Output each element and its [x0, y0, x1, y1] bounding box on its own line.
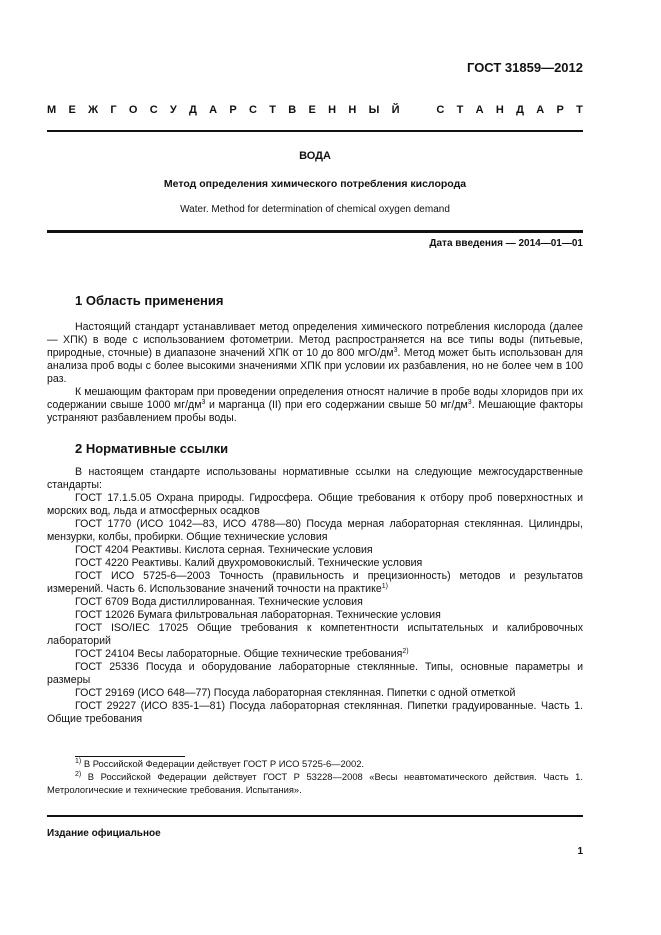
text-run: Настоящий стандарт устанавливает метод определения химического потребления кислорода (далее — ХПК) в воде с использованием фотометрии. Метод распространяется на все типы воды (питьевые, природные, сточные) в диапазоне значений ХПК от 10 до 800 мгО/дм	[47, 321, 583, 359]
footer-divider	[47, 815, 583, 817]
section-1-heading: 1 Область применения	[75, 293, 224, 308]
reference-item	[47, 570, 583, 596]
text-run: К мешающим факторам при проведении определения относят наличие в пробе воды хлоридов при их содержании свыше 1000 мг/дм	[47, 386, 583, 411]
text-run: ГОСТ ИСО 5725-6—2003 Точность (правильность и прецизионность) методов и результатов измерений. Часть 6. Использование значений точности на практике	[47, 570, 583, 595]
reference-item	[47, 648, 583, 661]
introduction-date: Дата введения — 2014—01—01	[429, 238, 583, 249]
document-title: ВОДА	[299, 150, 331, 162]
std-letter: С	[436, 104, 445, 116]
superscript: 3	[467, 399, 472, 406]
reference-item: ГОСТ 6709 Вода дистиллированная. Технические условия	[75, 596, 363, 608]
std-letter: М	[47, 104, 57, 116]
paragraph	[47, 321, 583, 386]
reference-item: ГОСТ 1770 (ИСО 1042—83, ИСО 4788—80) Посуда мерная лабораторная стеклянная. Цилиндры, мензурки, колбы, пробирки. Общие технические условия	[47, 518, 583, 543]
superscript: 3	[201, 399, 206, 406]
std-letter: О	[128, 104, 138, 116]
std-letter: Д	[516, 104, 524, 116]
paragraph	[47, 386, 583, 425]
footnote-text: В Российской Федерации действует ГОСТ Р 53228—2008 «Весы неавтоматического действия. Часть 1. Метрологические и технические требования. Испытания».	[47, 771, 583, 795]
std-letter: А	[536, 104, 545, 116]
text-run: ГОСТ 24104 Весы лабораторные. Общие технические требования	[75, 648, 403, 660]
std-letter: А	[475, 104, 484, 116]
std-letter: Д	[189, 104, 197, 116]
std-letter: Е	[68, 104, 76, 116]
std-letter: Ж	[88, 104, 99, 116]
std-letter: Ы	[368, 104, 380, 116]
std-letter: С	[149, 104, 158, 116]
std-letter: Р	[229, 104, 237, 116]
superscript: 3	[393, 347, 398, 354]
footnote-mark: 1)	[381, 583, 388, 590]
reference-item: ГОСТ 17.1.5.05 Охрана природы. Гидросфера. Общие требования к отбору проб поверхностных и морских вод, льда и атмосферных осадков	[47, 492, 583, 517]
std-letter: Г	[110, 104, 117, 116]
reference-item: ГОСТ 29227 (ИСО 835-1—81) Посуда лабораторная стеклянная. Пипетки градуированные. Часть 1. Общие требования	[47, 700, 583, 725]
reference-item: ГОСТ 29169 (ИСО 648—77) Посуда лабораторная стеклянная. Пипетки с одной отметкой	[75, 687, 516, 699]
footnote-text: В Российской Федерации действует ГОСТ Р ИСО 5725-6—2002.	[81, 758, 365, 769]
standard-type-heading	[47, 104, 583, 116]
footnote-mark: 2)	[75, 771, 82, 778]
header-divider	[47, 130, 583, 132]
std-letter: В	[288, 104, 297, 116]
paragraph: В настоящем стандарте использованы нормативные ссылки на следующие межгосударственные стандарты:	[47, 466, 583, 491]
std-letter: Н	[348, 104, 357, 116]
reference-item: ГОСТ 25336 Посуда и оборудование лабораторные стеклянные. Типы, основные параметры и размеры	[47, 661, 583, 686]
page-number: 1	[577, 846, 583, 857]
std-letter: Р	[556, 104, 564, 116]
std-letter: С	[249, 104, 257, 116]
std-letter: Н	[328, 104, 337, 116]
section-2-body	[47, 466, 583, 726]
footnote	[47, 770, 583, 796]
section-2-heading: 2 Нормативные ссылки	[75, 441, 229, 456]
std-letter: У	[169, 104, 177, 116]
footnote	[47, 757, 583, 770]
text-run: и марганца (II) при его содержании свыше 50 мг/дм	[205, 399, 468, 411]
std-letter: Н	[495, 104, 504, 116]
std-letter: Е	[308, 104, 316, 116]
reference-item: ГОСТ ISO/IEC 17025 Общие требования к компетентности испытательных и калибровочных лабораторий	[47, 622, 583, 647]
std-letter: Й	[391, 104, 400, 116]
reference-item: ГОСТ 4204 Реактивы. Кислота серная. Технические условия	[75, 544, 373, 556]
reference-item: ГОСТ 4220 Реактивы. Калий двухромовокислый. Технические условия	[75, 557, 423, 569]
reference-item: ГОСТ 12026 Бумага фильтровальная лабораторная. Технические условия	[75, 609, 441, 621]
std-letter: Т	[456, 104, 464, 116]
text-run: . Метод может быть использован для анализа проб воды с более высокими значениями ХПК при условии их разбавления, но не более чем в 100 раз.	[47, 347, 583, 385]
english-title: Water. Method for determination of chemical oxygen demand	[180, 204, 450, 215]
title-divider	[47, 230, 583, 233]
footnote-mark: 2)	[402, 648, 409, 655]
std-letter: Т	[269, 104, 276, 116]
footnote-mark: 1)	[75, 758, 82, 765]
std-letter: Т	[576, 104, 583, 116]
std-letter: А	[209, 104, 218, 116]
text-run: . Мешающие факторы устраняют разбавлением пробы воды.	[47, 399, 583, 424]
edition-label: Издание официальное	[47, 828, 161, 839]
document-subtitle: Метод определения химического потребления кислорода	[163, 178, 467, 190]
section-1-body	[47, 321, 583, 425]
footnotes	[47, 757, 583, 796]
document-code: ГОСТ 31859—2012	[467, 60, 583, 75]
